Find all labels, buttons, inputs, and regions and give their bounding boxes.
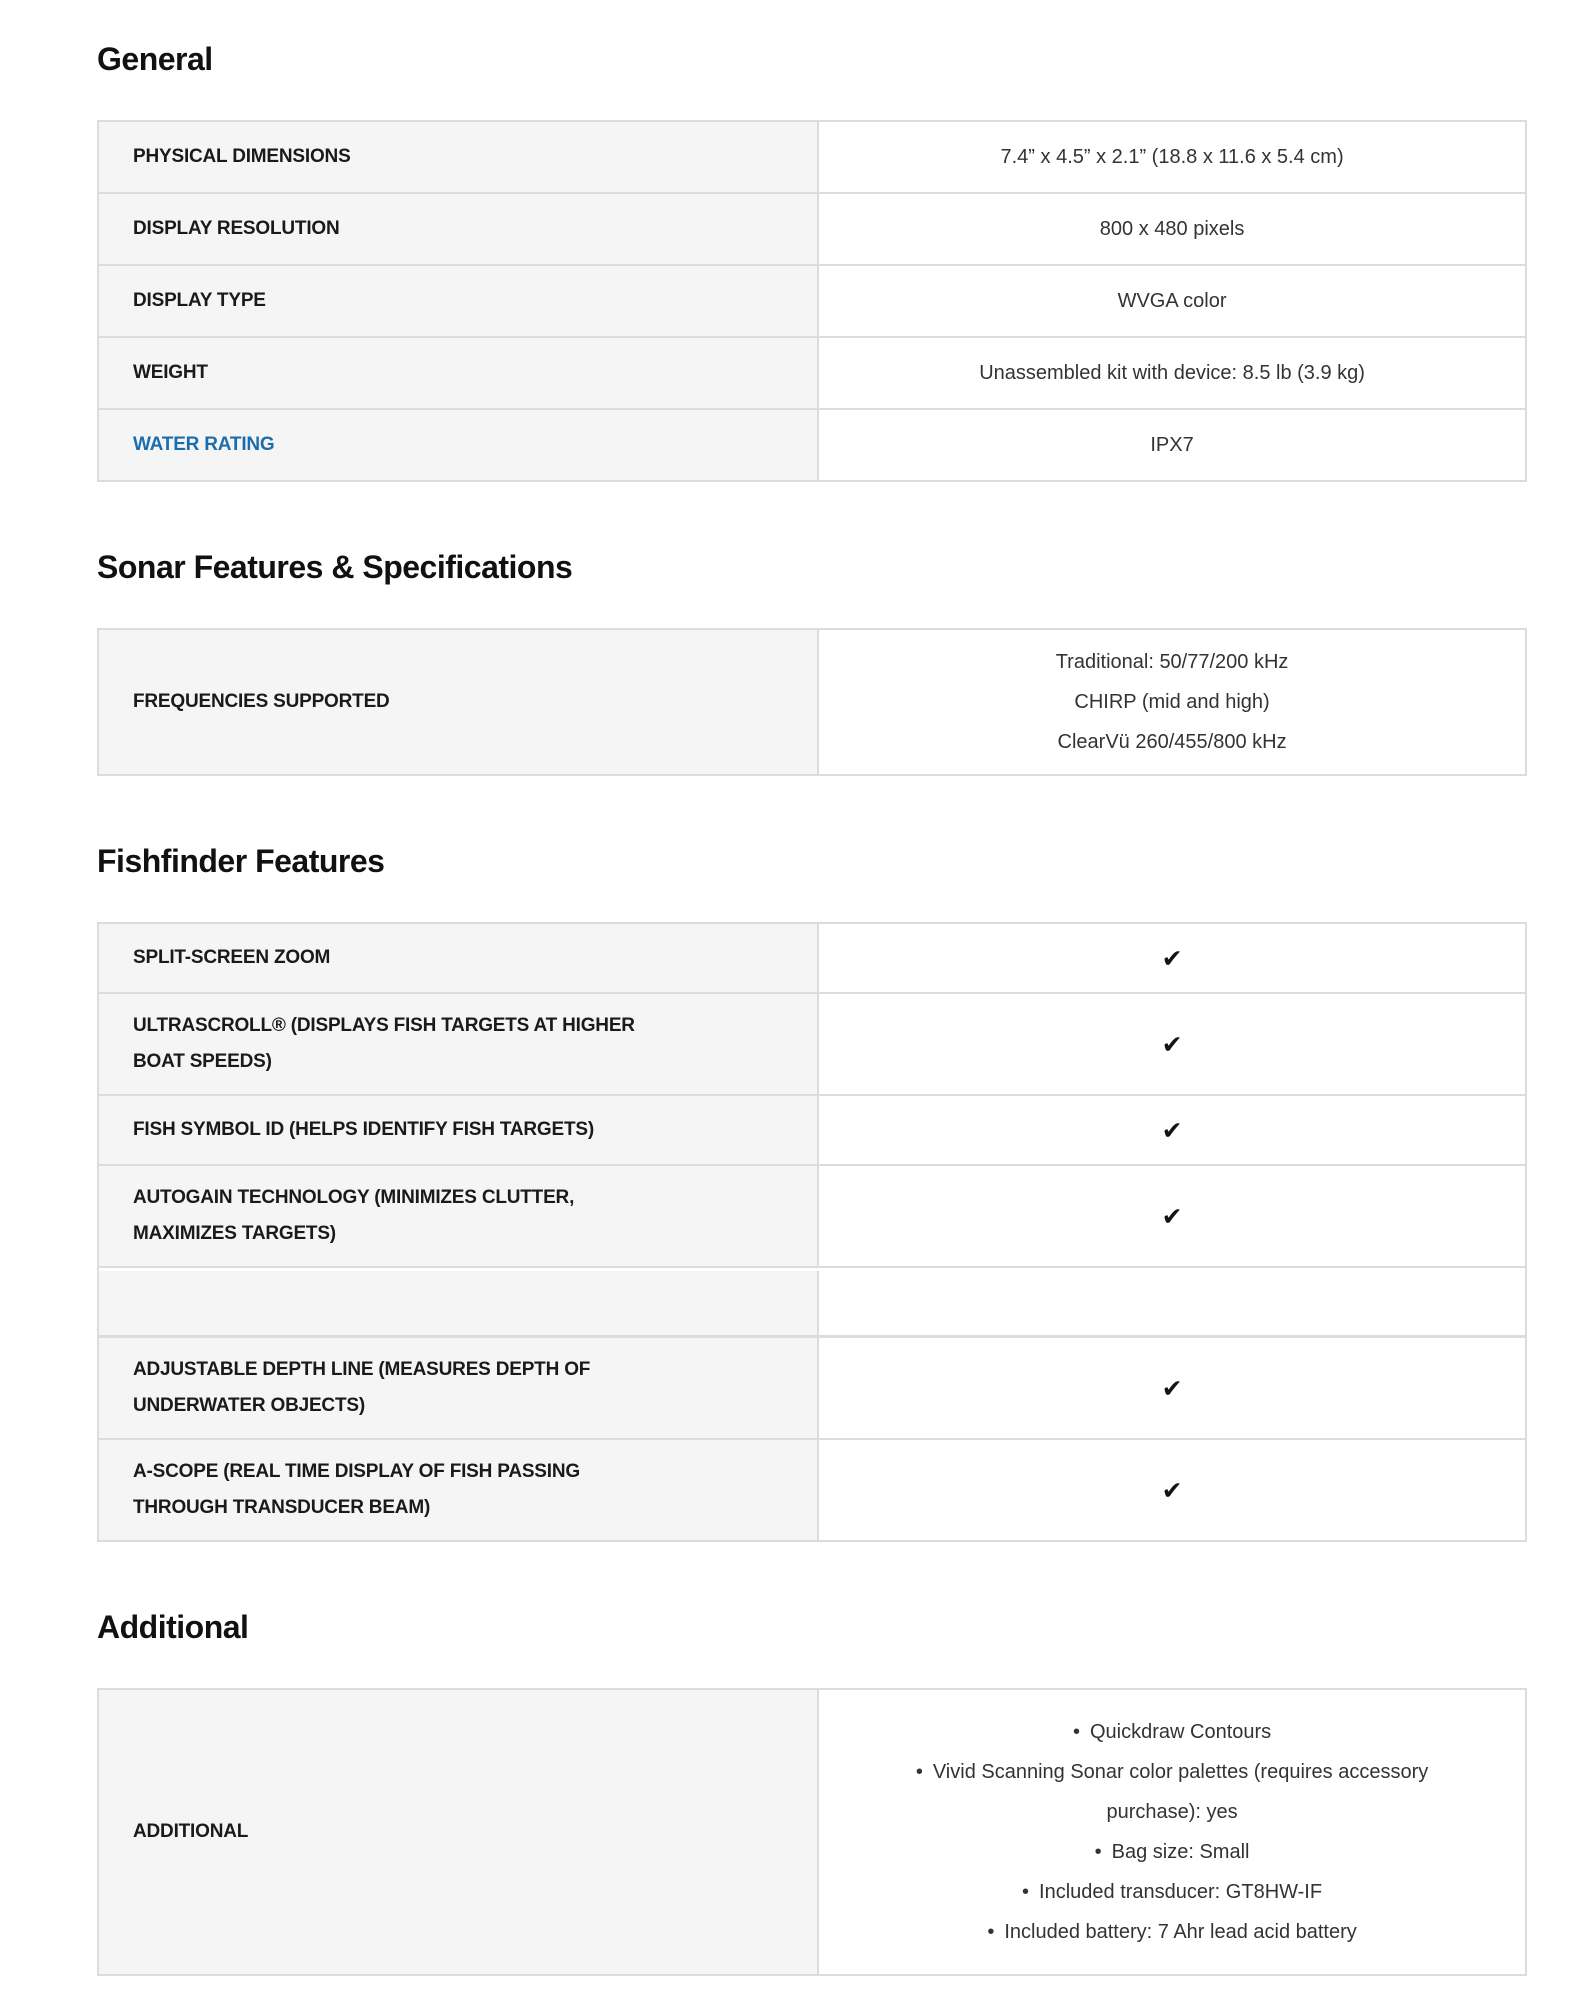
bullet-icon: • xyxy=(1094,1841,1102,1863)
spec-row xyxy=(99,122,1525,194)
spec-value-cell xyxy=(819,194,1525,264)
section-fishfinder xyxy=(97,842,1527,1542)
spec-row xyxy=(99,194,1525,266)
spec-value-line: IPX7 xyxy=(1150,434,1194,456)
spec-value-cell xyxy=(819,1096,1525,1164)
spec-row xyxy=(99,1338,1525,1440)
spec-row xyxy=(99,1166,1525,1268)
bullet-item xyxy=(1095,1832,1250,1872)
spec-label: DISPLAY RESOLUTION xyxy=(133,218,340,239)
spec-value-line: Traditional: 50/77/200 kHz xyxy=(1055,651,1289,673)
bullet-icon: • xyxy=(1072,1721,1080,1743)
spec-label-cell xyxy=(99,1690,819,1974)
bullet-text: Bag size: Small xyxy=(1111,1841,1250,1863)
spec-value-cell xyxy=(819,410,1525,480)
spec-value-cell xyxy=(819,1166,1525,1266)
spec-table-additional xyxy=(97,1688,1527,1976)
spec-label-cell xyxy=(99,1338,819,1438)
spec-label-cell xyxy=(99,924,819,992)
spec-value-cell xyxy=(819,1338,1525,1438)
spec-value-cell xyxy=(819,338,1525,408)
check-icon: ✔ xyxy=(1161,1373,1183,1403)
bullet-text: Quickdraw Contours xyxy=(1089,1721,1272,1743)
spec-value-cell xyxy=(819,1690,1525,1974)
spec-row xyxy=(99,410,1525,482)
spec-label-cell xyxy=(99,410,819,480)
bullet-icon: • xyxy=(1022,1881,1030,1903)
section-title-general: General xyxy=(97,41,213,77)
spec-label: FREQUENCIES SUPPORTED xyxy=(133,691,390,712)
spec-label-cell xyxy=(99,1096,819,1164)
spec-value-cell xyxy=(819,924,1525,992)
check-icon: ✔ xyxy=(1161,1115,1183,1145)
check-icon: ✔ xyxy=(1161,1201,1183,1231)
check-icon: ✔ xyxy=(1161,1475,1183,1505)
spec-row xyxy=(99,338,1525,410)
spec-table-sonar xyxy=(97,628,1527,776)
section-title-fishfinder: Fishfinder Features xyxy=(97,843,385,879)
bullet-text: Included transducer: GT8HW-IF xyxy=(1039,1881,1323,1903)
check-icon: ✔ xyxy=(1161,943,1183,973)
spec-value-line: WVGA color xyxy=(1117,290,1227,312)
spec-table-general xyxy=(97,120,1527,482)
spec-value-cell xyxy=(819,994,1525,1094)
spec-row xyxy=(99,1096,1525,1166)
bullet-text: Vivid Scanning Sonar color palettes (requires accessory purchase): yes xyxy=(932,1761,1429,1823)
spec-value-cell xyxy=(819,1440,1525,1540)
spec-label-cell xyxy=(99,266,819,336)
spec-label: DISPLAY TYPE xyxy=(133,290,266,311)
section-general xyxy=(97,40,1527,482)
spec-value-line: ClearVü 260/455/800 kHz xyxy=(1057,731,1287,753)
bullet-icon: • xyxy=(987,1921,995,1943)
spec-label-cell xyxy=(99,194,819,264)
table-seam-fragment xyxy=(99,1268,1525,1338)
bullet-item xyxy=(879,1752,1465,1832)
spec-table-fishfinder xyxy=(97,922,1527,1542)
check-icon: ✔ xyxy=(1161,1029,1183,1059)
spec-label-cell xyxy=(99,1166,819,1266)
bullet-item xyxy=(1073,1712,1271,1752)
spec-value-line: CHIRP (mid and high) xyxy=(1074,691,1270,713)
spec-label-cell xyxy=(99,994,819,1094)
spec-value-cell xyxy=(819,266,1525,336)
spec-label: A-SCOPE (REAL TIME DISPLAY OF FISH PASSING THROUGH TRANSDUCER BEAM) xyxy=(133,1461,580,1518)
spec-row xyxy=(99,924,1525,994)
spec-label: PHYSICAL DIMENSIONS xyxy=(133,146,351,167)
spec-value-line: 800 x 480 pixels xyxy=(1099,218,1245,240)
bullet-text: Included battery: 7 Ahr lead acid battery xyxy=(1004,1921,1357,1943)
spec-label-cell xyxy=(99,1440,819,1540)
bullet-item xyxy=(987,1912,1356,1952)
section-additional xyxy=(97,1608,1527,1976)
spec-value-cell xyxy=(819,122,1525,192)
spec-value-cell xyxy=(819,630,1525,774)
section-sonar xyxy=(97,548,1527,776)
spec-row xyxy=(99,1440,1525,1542)
spec-label: FISH SYMBOL ID (HELPS IDENTIFY FISH TARGETS) xyxy=(133,1119,594,1140)
spec-label: SPLIT-SCREEN ZOOM xyxy=(133,947,331,968)
spec-label: AUTOGAIN TECHNOLOGY (MINIMIZES CLUTTER, MAXIMIZES TARGETS) xyxy=(133,1187,575,1244)
spec-label: ULTRASCROLL® (DISPLAYS FISH TARGETS AT HIGHER BOAT SPEEDS) xyxy=(133,1015,635,1072)
bullet-icon: • xyxy=(915,1761,923,1783)
spec-label-cell xyxy=(99,1271,819,1335)
spec-label-cell xyxy=(99,122,819,192)
spec-label-cell xyxy=(99,338,819,408)
spec-row xyxy=(99,994,1525,1096)
spec-row xyxy=(99,630,1525,776)
spec-label-cell xyxy=(99,630,819,774)
spec-row xyxy=(99,1690,1525,1976)
spec-value-cell xyxy=(819,1271,1525,1335)
spec-row xyxy=(99,266,1525,338)
spec-label: WEIGHT xyxy=(133,362,208,383)
spec-value-line: 7.4” x 4.5” x 2.1” (18.8 x 11.6 x 5.4 cm) xyxy=(1000,146,1344,168)
spec-label: ADJUSTABLE DEPTH LINE (MEASURES DEPTH OF UNDERWATER OBJECTS) xyxy=(133,1359,591,1416)
section-title-sonar: Sonar Features & Specifications xyxy=(97,549,573,585)
spec-label: ADDITIONAL xyxy=(133,1821,249,1842)
section-title-additional: Additional xyxy=(97,1609,249,1645)
spec-value-line: Unassembled kit with device: 8.5 lb (3.9 kg) xyxy=(979,362,1365,384)
water-rating-link[interactable]: WATER RATING xyxy=(133,434,275,455)
bullet-item xyxy=(1022,1872,1322,1912)
